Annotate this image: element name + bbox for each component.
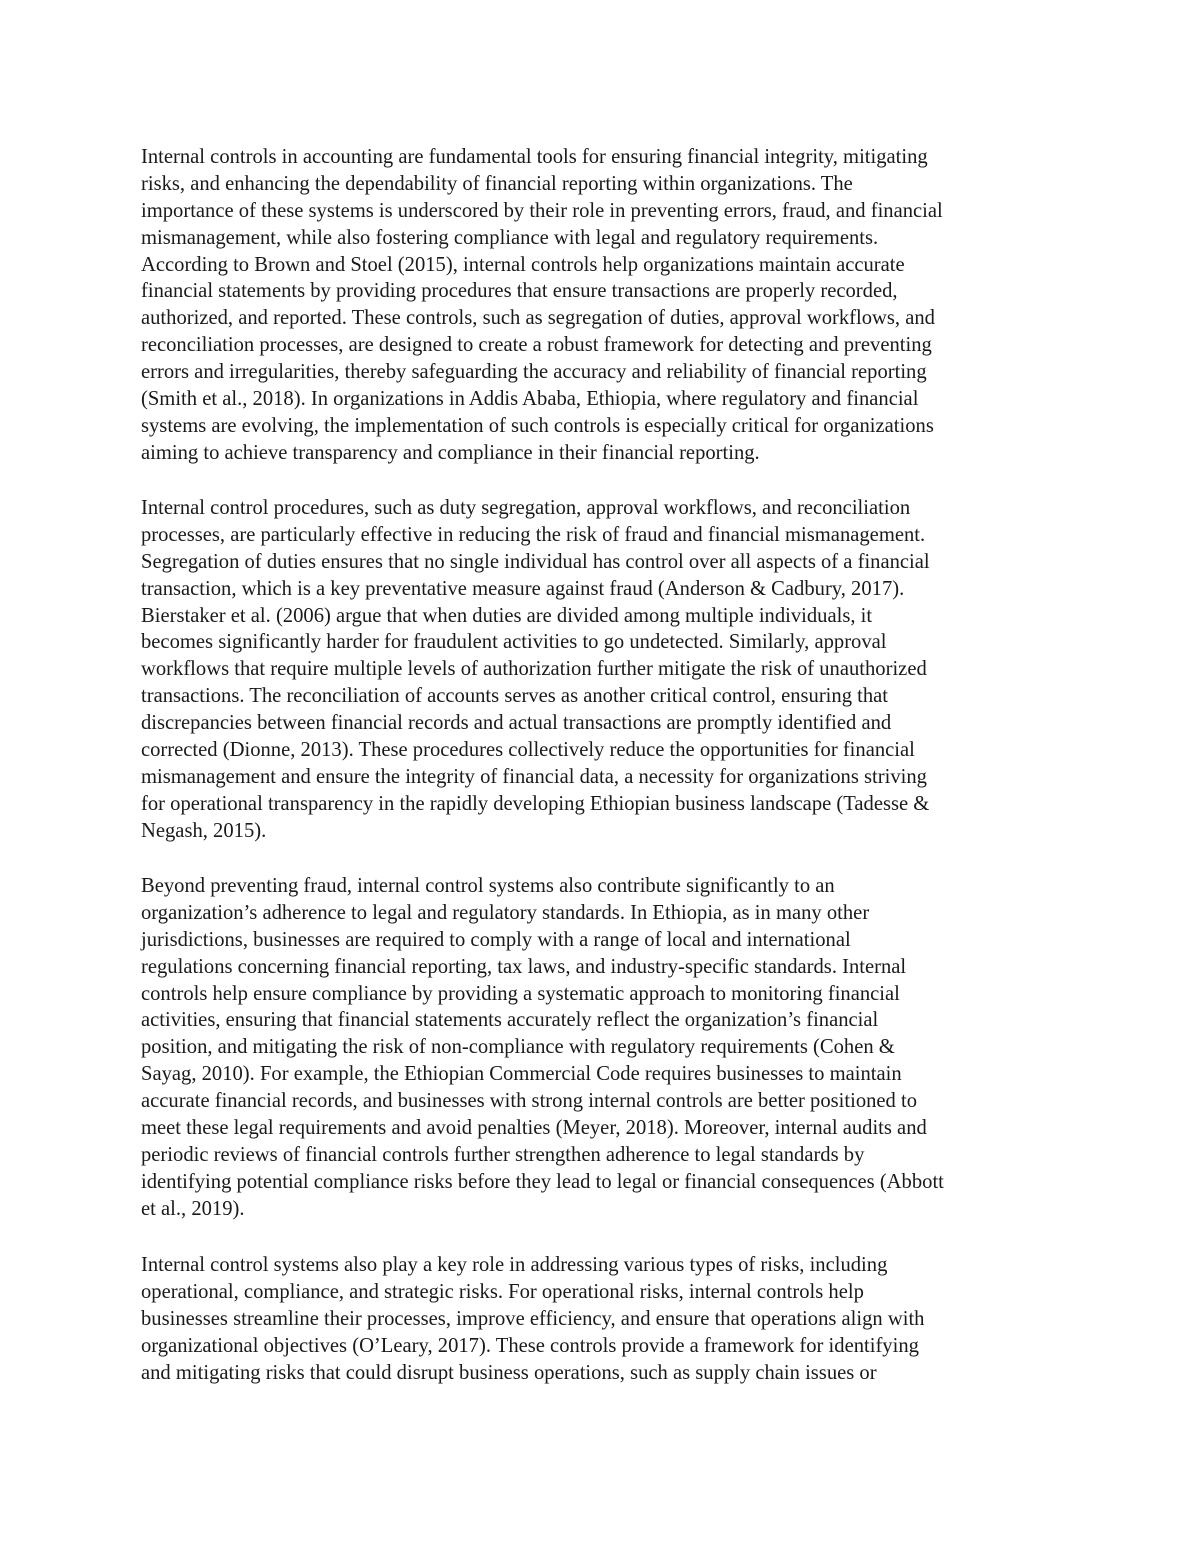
text-line: Negash, 2015).: [141, 819, 267, 842]
text-line: workflows that require multiple levels of authorization further mitigate the risk of unauthorized: [141, 658, 927, 681]
text-line: organization’s adherence to legal and regulatory standards. In Ethiopia, as in many other: [141, 901, 870, 924]
text-line: According to Brown and Stoel (2015), internal controls help organizations maintain accurate: [141, 253, 905, 276]
text-line: organizational objectives (O’Leary, 2017). These controls provide a framework for identifying: [141, 1334, 919, 1357]
paragraph-1: [141, 144, 1066, 467]
text-line: Internal controls in accounting are fundamental tools for ensuring financial integrity, mitigating: [141, 146, 928, 168]
text-line: aiming to achieve transparency and compliance in their financial reporting.: [141, 441, 760, 464]
text-line: periodic reviews of financial controls further strengthen adherence to legal standards by: [141, 1143, 865, 1166]
text-line: corrected (Dionne, 2013). These procedures collectively reduce the opportunities for financial: [141, 739, 915, 762]
text-line: systems are evolving, the implementation of such controls is especially critical for organizations: [141, 414, 934, 437]
text-line: activities, ensuring that financial statements accurately reflect the organization’s financial: [141, 1009, 879, 1032]
text-line: for operational transparency in the rapidly developing Ethiopian business landscape (Tadesse &: [141, 792, 930, 815]
text-line: Internal control procedures, such as duty segregation, approval workflows, and reconciliation: [141, 497, 911, 519]
text-line: processes, are particularly effective in reducing the risk of fraud and financial mismanagement.: [141, 523, 926, 546]
text-line: mismanagement, while also fostering compliance with legal and regulatory requirements.: [141, 226, 879, 249]
text-line: Bierstaker et al. (2006) argue that when duties are divided among multiple individuals, it: [141, 604, 873, 627]
text-line: transactions. The reconciliation of accounts serves as another critical control, ensuring that: [141, 685, 889, 708]
text-line: controls help ensure compliance by providing a systematic approach to monitoring financial: [141, 982, 900, 1005]
text-line: authorized, and reported. These controls, such as segregation of duties, approval workflows, and: [141, 307, 935, 330]
text-line: Beyond preventing fraud, internal control systems also contribute significantly to an: [141, 875, 835, 897]
text-line: regulations concerning financial reporting, tax laws, and industry-specific standards. Internal: [141, 955, 907, 978]
paragraph-4: [141, 1252, 1066, 1386]
text-line: risks, and enhancing the dependability of financial reporting within organizations. The: [141, 172, 853, 195]
text-line: becomes significantly harder for fraudulent activities to go undetected. Similarly, approval: [141, 631, 887, 654]
text-line: discrepancies between financial records and actual transactions are promptly identified and: [141, 712, 892, 735]
text-line: accurate financial records, and businesses with strong internal controls are better positioned to: [141, 1090, 918, 1113]
text-line: jurisdictions, businesses are required to comply with a range of local and international: [141, 928, 851, 951]
text-line: importance of these systems is underscored by their role in preventing errors, fraud, and financial: [141, 199, 943, 222]
text-line: identifying potential compliance risks before they lead to legal or financial consequences (Abbott: [141, 1170, 944, 1193]
text-line: financial statements by providing procedures that ensure transactions are properly recorded,: [141, 280, 898, 303]
paragraph-3: [141, 873, 1066, 1223]
text-line: position, and mitigating the risk of non-compliance with regulatory requirements (Cohen &: [141, 1036, 895, 1059]
text-line: Internal control systems also play a key role in addressing various types of risks, including: [141, 1254, 888, 1276]
text-line: businesses streamline their processes, improve efficiency, and ensure that operations align with: [141, 1307, 925, 1330]
text-line: (Smith et al., 2018). In organizations in Addis Ababa, Ethiopia, where regulatory and financial: [141, 388, 919, 411]
text-line: et al., 2019).: [141, 1197, 245, 1220]
text-line: transaction, which is a key preventative measure against fraud (Anderson & Cadbury, 2017).: [141, 577, 905, 600]
text-line: mismanagement and ensure the integrity of financial data, a necessity for organizations striving: [141, 765, 927, 788]
paragraph-2: [141, 495, 1066, 845]
text-line: errors and irregularities, thereby safeguarding the accuracy and reliability of financial reporting: [141, 361, 927, 384]
text-line: Segregation of duties ensures that no single individual has control over all aspects of a financial: [141, 550, 930, 573]
text-line: Sayag, 2010). For example, the Ethiopian Commercial Code requires businesses to maintain: [141, 1063, 902, 1086]
text-line: meet these legal requirements and avoid penalties (Meyer, 2018). Moreover, internal audits and: [141, 1117, 927, 1140]
text-line: and mitigating risks that could disrupt business operations, such as supply chain issues or: [141, 1361, 877, 1384]
text-line: reconciliation processes, are designed to create a robust framework for detecting and preventing: [141, 334, 932, 357]
text-line: operational, compliance, and strategic risks. For operational risks, internal controls help: [141, 1280, 864, 1303]
